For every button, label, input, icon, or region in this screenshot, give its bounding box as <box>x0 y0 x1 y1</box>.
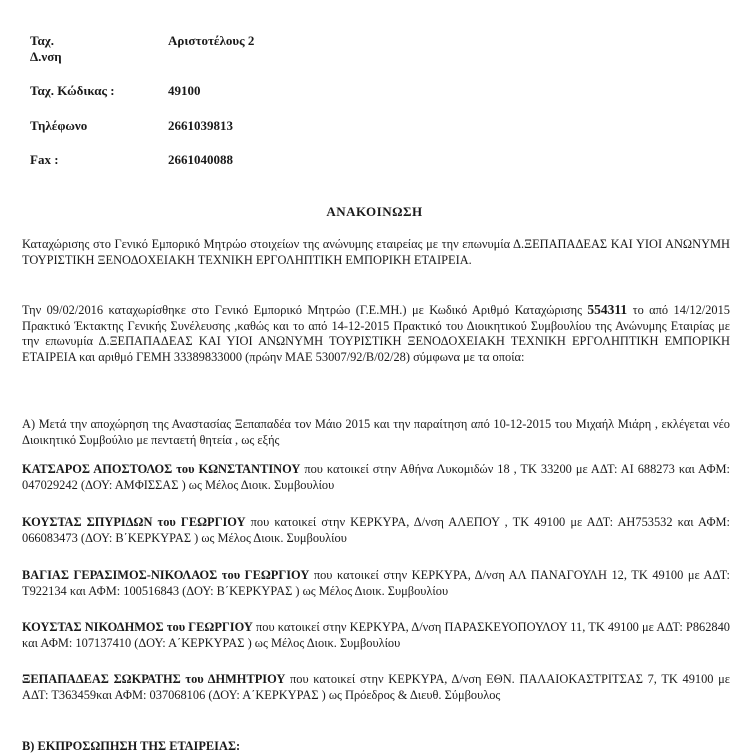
phone-label: Τηλέφωνο <box>30 118 88 133</box>
registration-text-before: Την 09/02/2016 καταχωρίσθηκε στο Γενικό Εμπορικό Μητρώο (Γ.Ε.ΜΗ.) με Κωδικό Αριθμό Καταχώρισης <box>22 303 588 317</box>
member-name: ΒΑΓΙΑΣ ΓΕΡΑΣΙΜΟΣ-ΝΙΚΟΛΑΟΣ του ΓΕΩΡΓΙΟΥ <box>22 568 310 582</box>
board-member <box>22 620 730 651</box>
member-name: ΚΟΥΣΤΑΣ ΝΙΚΟΔΗΜΟΣ του ΓΕΩΡΓΙΟΥ <box>22 620 253 634</box>
section-a-paragraph: Α) Μετά την αποχώρηση της Αναστασίας Ξεπαπαδέα τον Μάιο 2015 και την παραίτηση από 10-12-2015 του Μιχαήλ Μιάρη , εκλέγεται νέο Διοικητικό Συμβούλιο με πενταετή θητεία , ως εξής <box>22 417 730 447</box>
registration-text-after: το από 14/12/2015 Πρακτικό Έκτακτης Γενικής Συνέλευσης ,καθώς και το από 14-12-2015 Πρακτικό του Διοικητικού Συμβουλίου της Ανώνυμης Εταιρίας με την επωνυμία Δ.ΞΕΠΑΠΑΔΕΑΣ ΚΑΙ ΥΙΟΙ ΑΝΩΝΥΜΗ ΤΟΥΡΙΣΤΙΚΗ ΞΕΝΟΔΟΧΕΙΑΚΗ ΤΕΧΝΙΚΗ ΕΡΓΟΛΗΠΤΙΚΗ ΕΜΠΟΡΙΚΗ ΕΤΑΙΡΕΙΑ και αριθμό ΓΕΜΗ 33389833000 (πρώην ΜΑΕ 53007/92/Β/02/28) σύμφωνα με τα οποία: <box>22 303 730 364</box>
address-value: Αριστοτέλους 2 <box>168 33 255 48</box>
member-details: που κατοικεί στην ΚΕΡΚΥΡΑ, Δ/νση ΠΑΡΑΣΚΕΥΟΠΟΥΛΟΥ 11, ΤΚ 49100 με ΑΔΤ: Ρ862840 και ΑΦΜ: 107137410 (ΔΟΥ: Α΄ΚΕΡΚΥΡΑΣ ) ως Μέλος Διοικ. Συμβουλίου <box>22 620 730 650</box>
document-title: ΑΝΑΚΟΙΝΩΣΗ <box>326 204 423 219</box>
fax-label: Fax : <box>30 152 59 167</box>
phone-value: 2661039813 <box>168 118 233 133</box>
board-member <box>22 672 730 703</box>
zip-label: Ταχ. Κώδικας : <box>30 83 115 98</box>
board-member <box>22 568 730 599</box>
intro-paragraph: Καταχώρισης στο Γενικό Εμπορικό Μητρώο στοιχείων της ανώνυμης εταιρείας με την επωνυμία Δ.ΞΕΠΑΠΑΔΕΑΣ ΚΑΙ ΥΙΟΙ ΑΝΩΝΥΜΗ ΤΟΥΡΙΣΤΙΚΗ ΞΕΝΟΔΟΧΕΙΑΚΗ ΤΕΧΝΙΚΗ ΕΡΓΟΛΗΠΤΙΚΗ ΕΜΠΟΡΙΚΗ ΕΤΑΙΡΕΙΑ. <box>22 237 730 267</box>
member-name: ΚΑΤΣΑΡΟΣ ΑΠΟΣΤΟΛΟΣ του ΚΩΝΣΤΑΝΤΙΝΟΥ <box>22 462 301 476</box>
member-details: που κατοικεί στην Αθήνα Λυκομιδών 18 , ΤΚ 33200 με ΑΔΤ: ΑΙ 688273 και ΑΦΜ: 047029242 (ΔΟΥ: ΑΜΦΙΣΣΑΣ ) ως Μέλος Διοικ. Συμβουλίου <box>22 462 730 492</box>
registration-paragraph <box>22 302 730 365</box>
member-name: ΚΟΥΣΤΑΣ ΣΠΥΡΙΔΩΝ του ΓΕΩΡΓΙΟΥ <box>22 515 246 529</box>
address-label: Ταχ. <box>30 33 55 48</box>
address-label-line2: Δ.νση <box>30 49 62 64</box>
member-details: που κατοικεί στην ΚΕΡΚΥΡΑ, Δ/νση ΑΛΕΠΟΥ , ΤΚ 49100 με ΑΔΤ: ΑΗ753532 και ΑΦΜ: 066083473 (ΔΟΥ: Β΄ΚΕΡΚΥΡΑΣ ) ως Μέλος Διοικ. Συμβουλίου <box>22 515 730 545</box>
board-member <box>22 515 730 546</box>
member-details: που κατοικεί στην ΚΕΡΚΥΡΑ, Δ/νση ΑΛ ΠΑΝΑΓΟΥΛΗ 12, ΤΚ 49100 με ΑΔΤ: Τ922134 και ΑΦΜ: 100516843 (ΔΟΥ: Β΄ΚΕΡΚΥΡΑΣ ) ως Μέλος Διοικ. Συμβουλίου <box>22 568 730 598</box>
member-details: που κατοικεί στην ΚΕΡΚΥΡΑ, Δ/νση ΕΘΝ. ΠΑΛΑΙΟΚΑΣΤΡΙΤΣΑΣ 7, ΤΚ 49100 με ΑΔΤ: Τ363459και ΑΦΜ: 037068106 (ΔΟΥ: Α΄ΚΕΡΚΥΡΑΣ ) ως Πρόεδρος & Διευθ. Σύμβουλος <box>22 672 731 702</box>
registration-code: 554311 <box>587 302 628 317</box>
fax-value: 2661040088 <box>168 152 233 167</box>
zip-value: 49100 <box>168 83 201 98</box>
section-b-heading: Β) ΕΚΠΡΟΣΩΠΗΣΗ ΤΗΣ ΕΤΑΙΡΕΙΑΣ: <box>22 739 241 753</box>
board-member <box>22 462 730 493</box>
member-name: ΞΕΠΑΠΑΔΕΑΣ ΣΩΚΡΑΤΗΣ του ΔΗΜΗΤΡΙΟΥ <box>22 672 286 686</box>
